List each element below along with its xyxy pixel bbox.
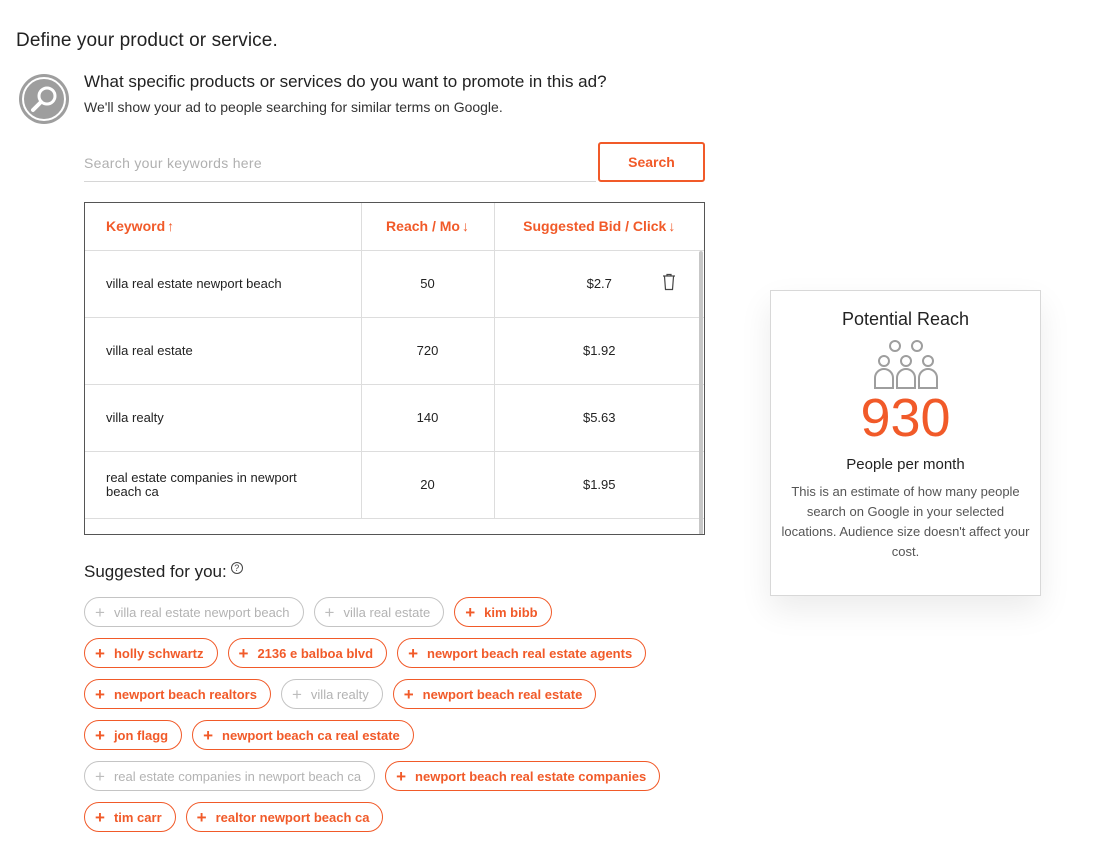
plus-icon: + xyxy=(203,725,214,745)
chip-label: newport beach ca real estate xyxy=(222,727,400,743)
plus-icon: + xyxy=(95,602,105,622)
keyword-cell: villa real estate newport beach xyxy=(85,250,361,317)
reach-column-header[interactable] xyxy=(361,203,494,250)
suggestion-chip[interactable] xyxy=(228,638,388,668)
table-row xyxy=(85,384,704,451)
suggestion-chip[interactable] xyxy=(314,597,445,627)
chip-label: tim carr xyxy=(113,809,162,825)
chip-label: jon flagg xyxy=(113,727,169,743)
chip-label: holly schwartz xyxy=(113,645,204,661)
reach-cell: 20 xyxy=(361,451,494,518)
bid-column-header[interactable] xyxy=(494,203,704,250)
table-header-row xyxy=(85,203,704,250)
reach-value: 930 xyxy=(860,388,951,448)
chip-label: newport beach real estate companies xyxy=(415,768,647,784)
bid-cell: $5.63 xyxy=(494,384,704,451)
reach-card-title: Potential Reach xyxy=(841,309,970,329)
plus-icon: + xyxy=(238,643,249,663)
potential-reach-card xyxy=(770,290,1041,596)
plus-icon: + xyxy=(196,807,207,827)
sort-down-icon: ↓ xyxy=(668,218,676,235)
chip-label: villa realty xyxy=(310,686,369,702)
search-button[interactable]: Search xyxy=(598,142,705,182)
chip-label: newport beach real estate agents xyxy=(427,645,633,661)
plus-icon: + xyxy=(95,807,105,827)
sort-down-icon: ↓ xyxy=(461,218,469,235)
chip-row xyxy=(84,802,704,832)
chip-label: newport beach real estate xyxy=(422,686,583,702)
reach-note: This is an estimate of how many people search on Google in your selected locations. Audience size doesn't affect your cost. xyxy=(781,484,1030,559)
magnifier-icon xyxy=(19,74,69,124)
table-row xyxy=(85,250,704,317)
plus-icon: + xyxy=(465,602,476,622)
suggestion-chip[interactable] xyxy=(186,802,384,832)
reach-header-label: Reach / Mo xyxy=(386,218,460,235)
chip-label: 2136 e balboa blvd xyxy=(257,645,374,661)
plus-icon: + xyxy=(95,684,105,704)
reach-cell: 50 xyxy=(361,250,494,317)
chip-row xyxy=(84,679,704,709)
reach-cell: 720 xyxy=(361,317,494,384)
bid-cell: $2.7 xyxy=(586,276,612,291)
suggestion-chip[interactable] xyxy=(393,679,597,709)
trash-icon[interactable] xyxy=(662,273,676,291)
table-scrollbar[interactable] xyxy=(699,251,703,535)
table-row xyxy=(85,451,704,518)
plus-icon: + xyxy=(95,766,105,786)
prompt-question: What specific products or services do you want to promote in this ad? xyxy=(84,72,607,91)
keyword-cell: real estate companies in newport beach ca xyxy=(85,451,361,518)
suggestion-chip[interactable] xyxy=(84,802,176,832)
people-group-icon xyxy=(870,338,942,392)
bid-cell: $1.92 xyxy=(494,317,704,384)
chip-label: real estate companies in newport beach ca xyxy=(113,768,362,784)
suggestion-chip[interactable] xyxy=(454,597,551,627)
chip-row xyxy=(84,638,704,668)
suggested-chips xyxy=(84,597,704,843)
suggestion-chip[interactable] xyxy=(84,720,182,750)
chip-row xyxy=(84,720,704,750)
suggestion-chip[interactable] xyxy=(192,720,414,750)
keyword-header-label: Keyword xyxy=(106,218,166,235)
plus-icon: + xyxy=(95,643,105,663)
chip-row xyxy=(84,597,704,627)
prompt-subtext: We'll show your ad to people searching for similar terms on Google. xyxy=(84,99,503,115)
plus-icon: + xyxy=(291,684,302,704)
suggested-heading xyxy=(84,562,243,582)
help-icon[interactable]: ? xyxy=(231,562,243,574)
keyword-cell: villa realty xyxy=(85,384,361,451)
keyword-column-header[interactable] xyxy=(85,203,361,250)
bid-cell: $1.95 xyxy=(494,451,704,518)
suggestion-chip[interactable] xyxy=(385,761,660,791)
reach-unit-label: People per month xyxy=(846,456,965,473)
page-title: Define your product or service. xyxy=(16,30,278,51)
reach-cell: 140 xyxy=(361,384,494,451)
suggestion-chip[interactable] xyxy=(84,597,304,627)
keyword-cell: villa real estate xyxy=(85,317,361,384)
suggestion-chip[interactable] xyxy=(84,761,375,791)
chip-label: realtor newport beach ca xyxy=(215,809,370,825)
plus-icon: + xyxy=(408,643,418,663)
table-row xyxy=(85,317,704,384)
plus-icon: + xyxy=(403,684,414,704)
bid-header-label: Suggested Bid / Click xyxy=(523,218,667,235)
suggestion-chip[interactable] xyxy=(84,679,271,709)
chip-row xyxy=(84,761,704,791)
suggestion-chip[interactable] xyxy=(281,679,383,709)
chip-label: villa real estate xyxy=(343,604,431,620)
suggested-label: Suggested for you: xyxy=(84,562,227,581)
chip-label: villa real estate newport beach xyxy=(113,604,290,620)
keyword-search-input[interactable] xyxy=(84,144,596,182)
plus-icon: + xyxy=(396,766,407,786)
suggestion-chip[interactable] xyxy=(397,638,646,668)
bid-cell-wrapper xyxy=(494,250,704,317)
chip-label: kim bibb xyxy=(484,604,538,620)
chip-label: newport beach realtors xyxy=(113,686,257,702)
suggestion-chip[interactable] xyxy=(84,638,218,668)
sort-up-icon: ↑ xyxy=(167,218,175,235)
plus-icon: + xyxy=(324,602,335,622)
keyword-table xyxy=(84,202,705,535)
plus-icon: + xyxy=(95,725,105,745)
